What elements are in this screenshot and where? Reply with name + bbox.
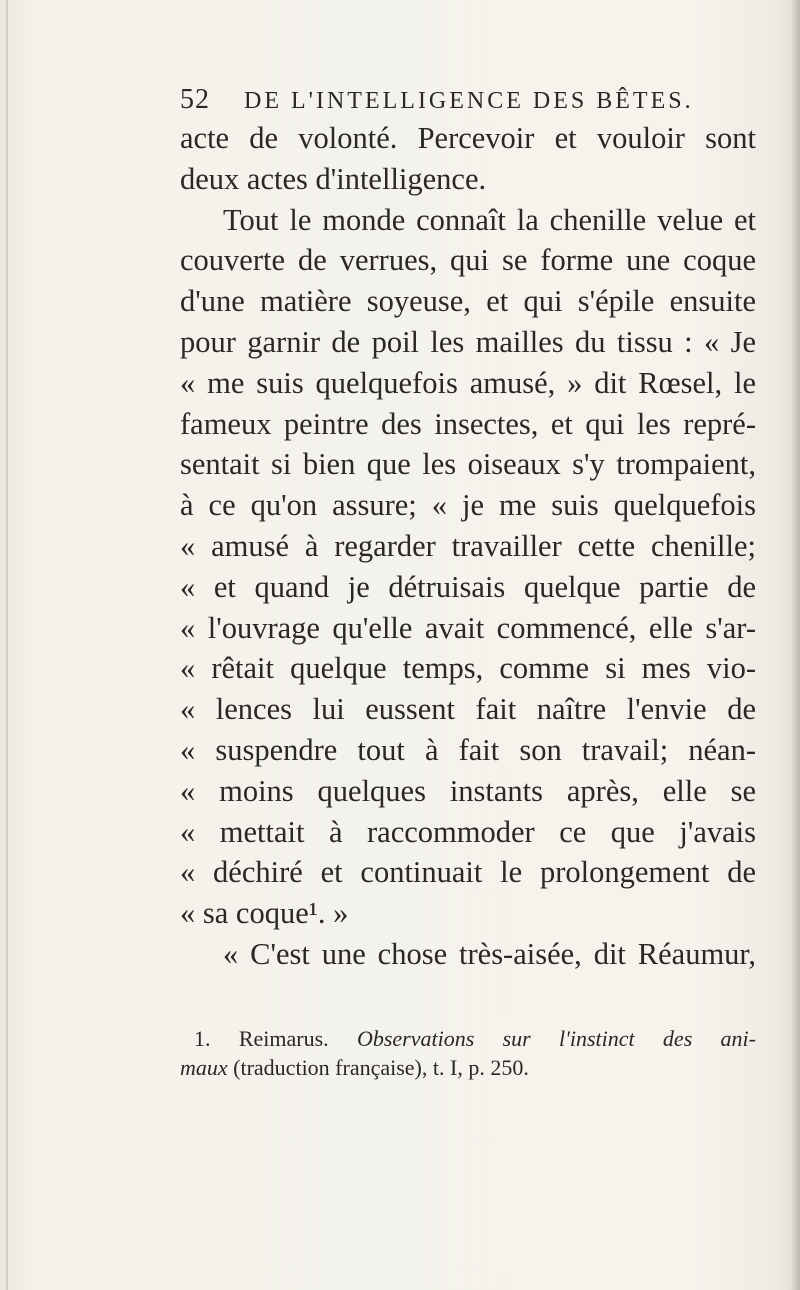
text-line: fameux peintre des insectes, et qui les repré- [180, 406, 756, 441]
footnote-author: Reimarus. [238, 1026, 329, 1051]
text-line: « amusé à regarder travailler cette chenille; [180, 528, 756, 563]
running-head [180, 84, 780, 116]
text-line: « mettait à raccommoder ce que j'avais [180, 814, 756, 849]
text-line: à ce qu'on assure; « je me suis quelquefois [180, 488, 756, 523]
footnote-line [180, 1053, 756, 1082]
text-line: couverte de verrues, qui se forme une coque [180, 243, 756, 278]
body-text [180, 118, 756, 975]
text-line: sentait si bien que les oiseaux s'y trompaient, [180, 447, 756, 482]
page-edge-shadow [790, 0, 800, 1290]
footnote-line [180, 1024, 756, 1053]
text-line: « et quand je détruisais quelque partie de [180, 569, 756, 604]
text-line: « sa coque¹. » [180, 896, 349, 931]
text-line: « moins quelques instants après, elle se [180, 773, 756, 808]
text-line: « C'est une chose très-aisée, dit Réaumur, [223, 936, 756, 971]
text-line: « suspendre tout à fait son travail; néan- [180, 732, 756, 767]
text-line: Tout le monde connaît la chenille velue et [223, 202, 756, 237]
text-line: deux actes d'intelligence. [180, 161, 487, 196]
text-line: « lences lui eussent fait naître l'envie de [180, 692, 756, 727]
footnote [180, 1024, 756, 1082]
text-line: « déchiré et continuait le prolongement de [180, 855, 756, 890]
footnote-work-title-cont: maux [180, 1055, 228, 1080]
page-number: 52 [180, 84, 210, 115]
text-line: d'une matière soyeuse, et qui s'épile ensuite [180, 284, 756, 319]
footnote-reference: (traduction française), t. I, p. 250. [233, 1055, 529, 1080]
gutter-line [6, 0, 8, 1290]
running-title: DE L'INTELLIGENCE DES BÊTES. [244, 88, 694, 114]
text-line: pour garnir de poil les mailles du tissu : « Je [180, 324, 756, 359]
text-line: « l'ouvrage qu'elle avait commencé, elle s'ar- [180, 610, 756, 645]
footnote-number: 1. [194, 1026, 211, 1051]
text-line: « me suis quelquefois amusé, » dit Rœsel, le [180, 365, 756, 400]
text-line: « rêtait quelque temps, comme si mes vio- [180, 651, 756, 686]
text-line: acte de volonté. Percevoir et vouloir sont [180, 121, 756, 155]
footnote-work-title: Observations sur l'instinct des ani- [356, 1026, 756, 1051]
